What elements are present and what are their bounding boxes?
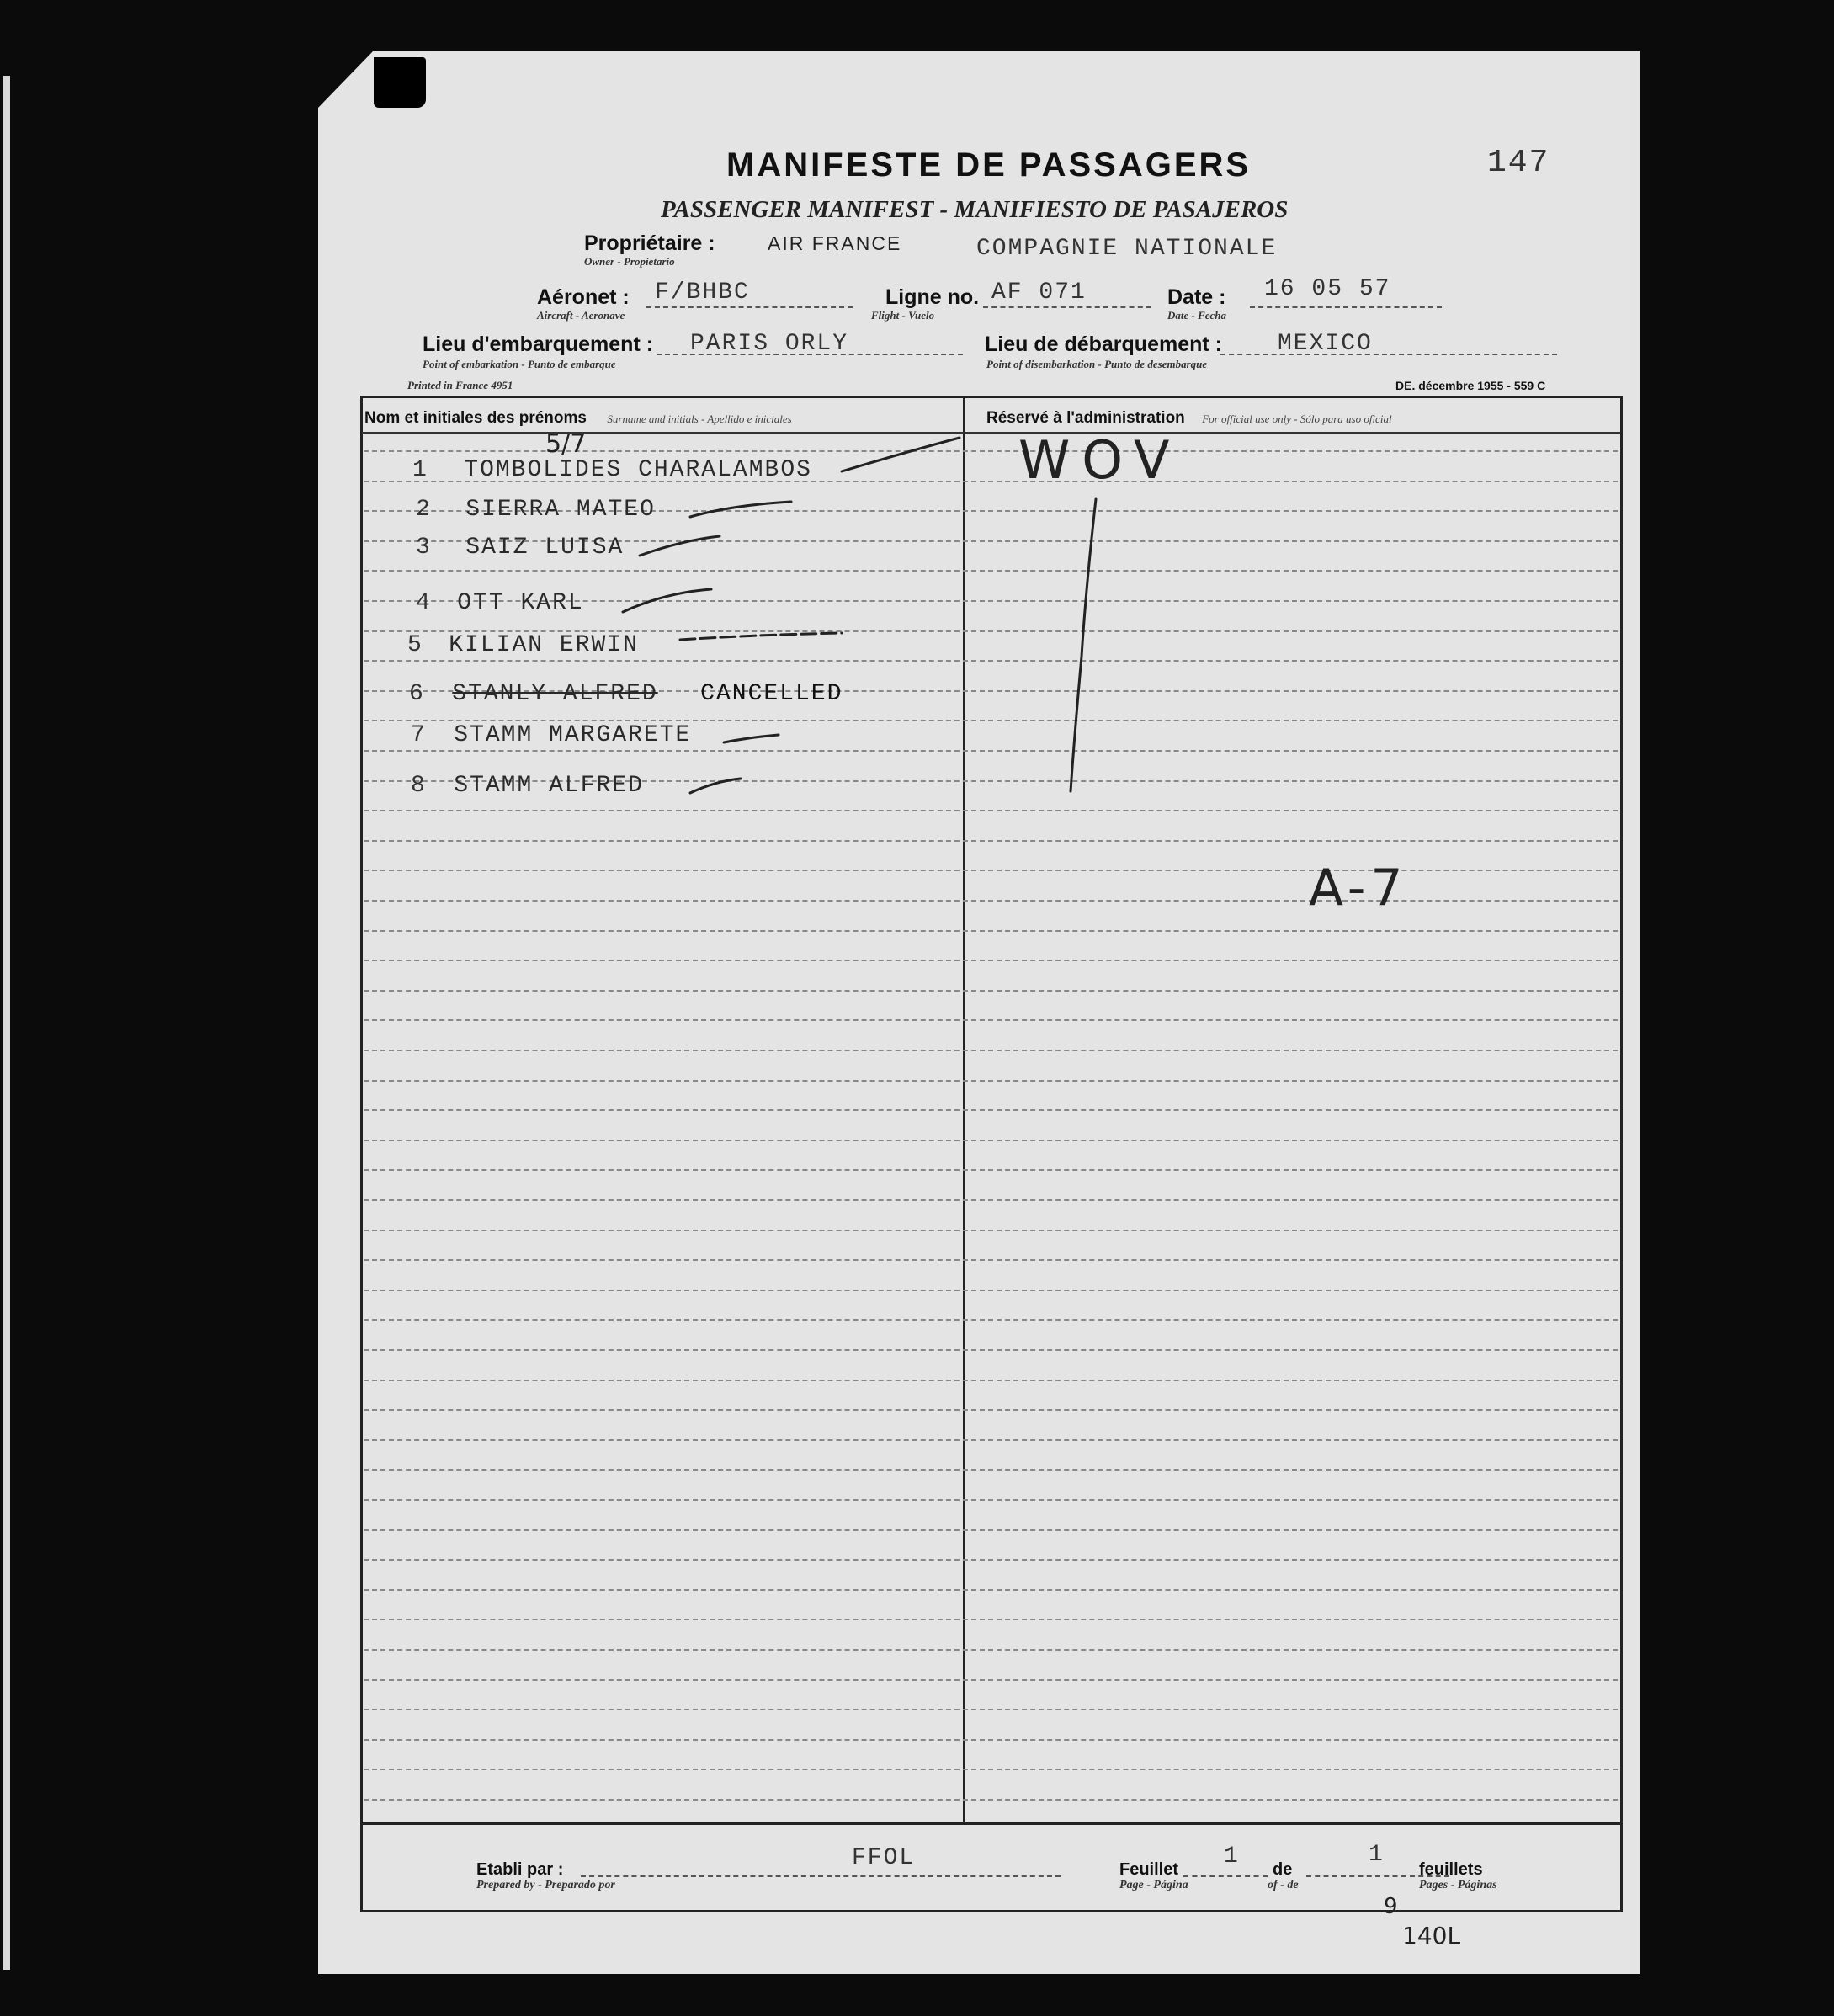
total-sheets-value: 1 xyxy=(1369,1842,1385,1868)
passenger-number: 7 xyxy=(411,722,425,748)
owner-value-typed: COMPAGNIE NATIONALE xyxy=(976,236,1278,262)
check-mark xyxy=(690,502,791,517)
passenger-name: KILIAN ERWIN xyxy=(449,632,639,658)
embarkation-value: PARIS ORLY xyxy=(690,331,849,357)
passenger-name: STANLY ALFRED xyxy=(452,681,658,707)
passenger-number: 6 xyxy=(409,681,423,707)
cancelled-note: CANCELLED xyxy=(700,681,843,707)
check-mark xyxy=(680,633,842,640)
sheet-rule xyxy=(1183,1875,1268,1877)
aircraft-sublabel: Aircraft - Aeronave xyxy=(537,309,625,322)
aircraft-label: Aéronet : xyxy=(537,285,630,309)
handwritten-footer-code: 140L xyxy=(1402,1922,1461,1950)
passenger-name: STAMM MARGARETE xyxy=(454,722,692,748)
passenger-number: 2 xyxy=(416,497,430,523)
date-label: Date : xyxy=(1167,285,1226,309)
aircraft-value: F/BHBC xyxy=(655,279,750,306)
check-mark xyxy=(623,589,711,612)
passenger-number: 3 xyxy=(416,535,430,561)
passenger-number: 4 xyxy=(416,590,430,616)
passenger-name: SIERRA MATEO xyxy=(465,497,656,523)
handwritten-footer-digit: 9 xyxy=(1384,1894,1398,1919)
handwritten-admin-code: A-7 xyxy=(1309,859,1408,918)
prepared-by-rule xyxy=(581,1875,1061,1877)
owner-label: Propriétaire : xyxy=(584,231,715,255)
passenger-number: 5 xyxy=(407,632,422,658)
check-mark xyxy=(842,438,960,471)
flight-label: Ligne no. xyxy=(885,285,980,309)
sheet-sublabel: Page - Página xyxy=(1119,1879,1188,1891)
sheet-label: Feuillet xyxy=(1119,1860,1179,1879)
owner-sublabel: Owner - Propietario xyxy=(584,255,675,268)
disembarkation-label: Lieu de débarquement : xyxy=(985,332,1222,356)
of-sublabel: of - de xyxy=(1268,1879,1299,1891)
date-sublabel: Date - Fecha xyxy=(1167,309,1227,322)
check-mark xyxy=(724,735,779,742)
admin-column-label: Réservé à l'administration xyxy=(986,409,1185,427)
owner-value-printed: AIR FRANCE xyxy=(768,232,902,254)
check-mark xyxy=(640,536,720,556)
prepared-by-sublabel: Prepared by - Preparado por xyxy=(476,1879,615,1891)
passenger-name: OTT KARL xyxy=(457,590,584,616)
sheet-value: 1 xyxy=(1224,1843,1240,1870)
passenger-name: TOMBOLIDES CHARALAMBOS xyxy=(464,457,812,483)
date-value: 16 05 57 xyxy=(1264,276,1391,302)
names-column-sublabel: Surname and initials - Apellido e iniciales xyxy=(607,412,792,425)
printed-in: Printed in France 4951 xyxy=(407,379,513,391)
handwritten-note-row1: 5/7 xyxy=(545,429,587,459)
of-label: de xyxy=(1273,1860,1293,1879)
embarkation-sublabel: Point of embarkation - Punto de embarque xyxy=(423,358,616,370)
page-number: 147 xyxy=(1487,145,1550,181)
disembarkation-value: MEXICO xyxy=(1278,331,1373,357)
check-mark xyxy=(690,779,741,793)
passenger-name: SAIZ LUISA xyxy=(465,535,625,561)
admin-vertical-stroke xyxy=(1071,499,1096,791)
names-column-label: Nom et initiales des prénoms xyxy=(364,409,587,427)
passenger-number: 1 xyxy=(412,457,427,483)
handwritten-admin-mark: WOV xyxy=(1018,429,1182,491)
prepared-by-label: Etabli par : xyxy=(476,1860,564,1879)
passenger-number: 8 xyxy=(411,773,425,799)
flight-sublabel: Flight - Vuelo xyxy=(871,309,935,322)
page-subtitle: PASSENGER MANIFEST - MANIFIESTO DE PASAJEROS xyxy=(661,196,1289,223)
page-title: MANIFESTE DE PASSAGERS xyxy=(726,146,1252,184)
disembarkation-sublabel: Point of disembarkation - Punto de desembarque xyxy=(986,358,1208,370)
form-code: DE. décembre 1955 - 559 C xyxy=(1395,379,1546,392)
total-sheets-label: feuillets xyxy=(1419,1860,1483,1879)
passenger-name: STAMM ALFRED xyxy=(454,773,644,799)
embarkation-label: Lieu d'embarquement : xyxy=(423,332,654,356)
flight-value: AF 071 xyxy=(991,279,1087,306)
total-sheets-sublabel: Pages - Páginas xyxy=(1419,1879,1497,1891)
admin-column-sublabel: For official use only - Sólo para uso oficial xyxy=(1202,412,1392,425)
prepared-by-value: FFOL xyxy=(852,1845,916,1871)
